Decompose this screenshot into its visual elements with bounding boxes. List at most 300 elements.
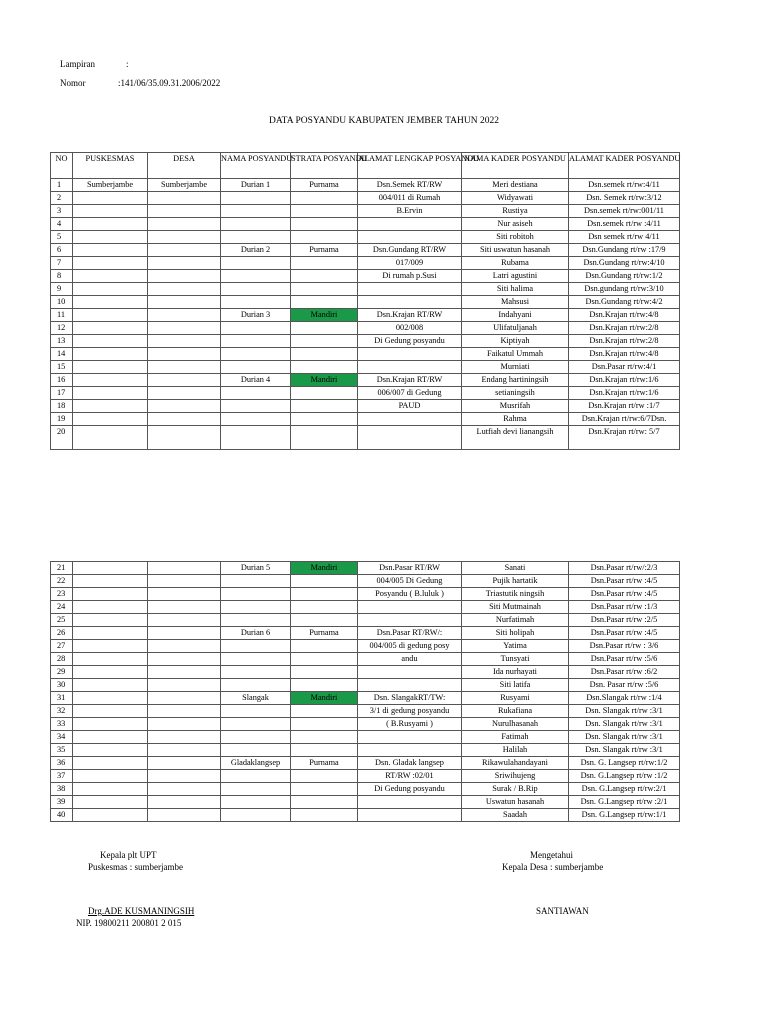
table-row xyxy=(51,244,680,257)
cell-puskesmas xyxy=(73,562,148,575)
table-row xyxy=(51,783,680,796)
cell-alamat-posyandu: PAUD xyxy=(358,400,462,413)
cell-no: 33 xyxy=(51,718,73,731)
table-row xyxy=(51,231,680,244)
posyandu-table-part-2 xyxy=(50,561,680,822)
cell-nama-kader: Endang hartiningsih xyxy=(462,374,569,387)
cell-strata-posyandu: Mandiri xyxy=(291,374,358,387)
cell-desa xyxy=(148,361,221,374)
cell-alamat-posyandu xyxy=(358,744,462,757)
cell-puskesmas xyxy=(73,335,148,348)
cell-desa xyxy=(148,270,221,283)
cell-alamat-kader: Dsn. Slangak rt/rw :3/1 xyxy=(569,718,680,731)
cell-no: 6 xyxy=(51,244,73,257)
cell-strata-posyandu xyxy=(291,614,358,627)
cell-nama-posyandu xyxy=(221,218,291,231)
cell-no: 37 xyxy=(51,770,73,783)
cell-desa xyxy=(148,718,221,731)
cell-no: 28 xyxy=(51,653,73,666)
cell-strata-posyandu xyxy=(291,348,358,361)
table-row xyxy=(51,588,680,601)
cell-no: 18 xyxy=(51,400,73,413)
cell-alamat-posyandu xyxy=(358,296,462,309)
cell-strata-posyandu xyxy=(291,653,358,666)
posyandu-table-part-1 xyxy=(50,152,680,450)
cell-nama-kader: Musrifah xyxy=(462,400,569,413)
cell-alamat-kader: Dsn.Krajan rt/rw:1/6 xyxy=(569,374,680,387)
cell-no: 10 xyxy=(51,296,73,309)
cell-puskesmas xyxy=(73,205,148,218)
cell-strata-posyandu xyxy=(291,218,358,231)
col-header-no: NO xyxy=(51,153,73,179)
cell-nama-posyandu xyxy=(221,783,291,796)
cell-no: 35 xyxy=(51,744,73,757)
cell-no: 4 xyxy=(51,218,73,231)
cell-alamat-kader: Dsn.Pasar rt/rw : 3/6 xyxy=(569,640,680,653)
cell-desa xyxy=(148,666,221,679)
cell-puskesmas xyxy=(73,231,148,244)
table-row xyxy=(51,335,680,348)
table-row xyxy=(51,731,680,744)
cell-strata-posyandu xyxy=(291,783,358,796)
cell-strata-posyandu xyxy=(291,809,358,822)
cell-alamat-posyandu: Di Gedung posyandu xyxy=(358,783,462,796)
cell-no: 26 xyxy=(51,627,73,640)
cell-alamat-posyandu xyxy=(358,809,462,822)
cell-puskesmas xyxy=(73,601,148,614)
cell-no: 11 xyxy=(51,309,73,322)
cell-nama-posyandu xyxy=(221,205,291,218)
cell-strata-posyandu xyxy=(291,413,358,426)
cell-nama-posyandu: Durian 6 xyxy=(221,627,291,640)
cell-alamat-posyandu: Di Gedung posyandu xyxy=(358,335,462,348)
cell-nama-kader: Rahma xyxy=(462,413,569,426)
cell-strata-posyandu: Mandiri xyxy=(291,562,358,575)
cell-desa xyxy=(148,640,221,653)
table-row xyxy=(51,770,680,783)
cell-nama-posyandu xyxy=(221,679,291,692)
cell-alamat-kader: Dsn. G. Langsep rt/rw:1/2 xyxy=(569,757,680,770)
cell-nama-posyandu xyxy=(221,809,291,822)
cell-nama-posyandu xyxy=(221,400,291,413)
document-title: DATA POSYANDU KABUPATEN JEMBER TAHUN 2022 xyxy=(269,116,499,126)
cell-alamat-kader: Dsn.Pasar rt/rw :4/5 xyxy=(569,627,680,640)
col-header-alamat-kader-posyandu: ALAMAT KADER POSYANDU xyxy=(569,153,680,179)
cell-desa xyxy=(148,257,221,270)
cell-nama-posyandu xyxy=(221,601,291,614)
cell-alamat-kader: Dsn.Krajan rt/rw:1/6 xyxy=(569,387,680,400)
cell-nama-posyandu xyxy=(221,731,291,744)
cell-nama-kader: Fatimah xyxy=(462,731,569,744)
cell-no: 25 xyxy=(51,614,73,627)
cell-puskesmas xyxy=(73,744,148,757)
right-signatory-name: SANTIAWAN xyxy=(536,906,589,916)
table-row xyxy=(51,192,680,205)
cell-strata-posyandu: Mandiri xyxy=(291,309,358,322)
cell-puskesmas xyxy=(73,192,148,205)
cell-alamat-posyandu: ( B.Rusyami ) xyxy=(358,718,462,731)
cell-desa xyxy=(148,627,221,640)
table-row xyxy=(51,614,680,627)
table-row xyxy=(51,413,680,426)
cell-puskesmas xyxy=(73,783,148,796)
cell-no: 23 xyxy=(51,588,73,601)
table-row xyxy=(51,257,680,270)
cell-nama-kader: Rubama xyxy=(462,257,569,270)
cell-no: 9 xyxy=(51,283,73,296)
cell-alamat-posyandu xyxy=(358,361,462,374)
cell-no: 7 xyxy=(51,257,73,270)
cell-strata-posyandu xyxy=(291,283,358,296)
cell-no: 3 xyxy=(51,205,73,218)
cell-strata-posyandu: Mandiri xyxy=(291,692,358,705)
cell-desa xyxy=(148,757,221,770)
cell-nama-posyandu: Durian 5 xyxy=(221,562,291,575)
cell-alamat-kader: Dsn.Pasar rt/rw:4/1 xyxy=(569,361,680,374)
table-row xyxy=(51,426,680,450)
cell-nama-kader: Halilah xyxy=(462,744,569,757)
cell-alamat-kader: Dsn.Pasar rt/rw :5/6 xyxy=(569,653,680,666)
cell-alamat-kader: Dsn. G.Langsep rt/rw:2/1 xyxy=(569,783,680,796)
cell-puskesmas xyxy=(73,361,148,374)
right-signatory-title: Mengetahui xyxy=(530,850,573,860)
cell-desa xyxy=(148,601,221,614)
cell-no: 36 xyxy=(51,757,73,770)
cell-nama-kader: Sanati xyxy=(462,562,569,575)
cell-alamat-kader: Dsn.Pasar rt/rw :1/3 xyxy=(569,601,680,614)
cell-desa xyxy=(148,231,221,244)
cell-nama-kader: Lutfiah devi lianangsih xyxy=(462,426,569,450)
cell-nama-kader: Faikatul Ummah xyxy=(462,348,569,361)
cell-nama-kader: Uswatun hasanah xyxy=(462,796,569,809)
cell-puskesmas xyxy=(73,322,148,335)
cell-nama-posyandu xyxy=(221,335,291,348)
cell-desa xyxy=(148,400,221,413)
cell-nama-kader: Pujik hartatik xyxy=(462,575,569,588)
cell-nama-kader: Saadah xyxy=(462,809,569,822)
cell-desa xyxy=(148,244,221,257)
cell-desa xyxy=(148,192,221,205)
cell-alamat-posyandu: Dsn.Krajan RT/RW xyxy=(358,374,462,387)
cell-puskesmas xyxy=(73,218,148,231)
table-row xyxy=(51,296,680,309)
cell-puskesmas xyxy=(73,296,148,309)
cell-desa xyxy=(148,218,221,231)
cell-puskesmas xyxy=(73,679,148,692)
cell-puskesmas xyxy=(73,588,148,601)
table-row xyxy=(51,361,680,374)
cell-nama-kader: setianingsih xyxy=(462,387,569,400)
cell-nama-posyandu xyxy=(221,231,291,244)
cell-strata-posyandu xyxy=(291,270,358,283)
cell-no: 20 xyxy=(51,426,73,450)
cell-alamat-kader: Dsn semek rt/rw 4/11 xyxy=(569,231,680,244)
cell-nama-kader: Yatima xyxy=(462,640,569,653)
cell-nama-posyandu xyxy=(221,718,291,731)
col-header-strata-posyandu: STRATA POSYANDU xyxy=(291,153,358,179)
cell-nama-posyandu xyxy=(221,387,291,400)
cell-nama-kader: Rukafiana xyxy=(462,705,569,718)
cell-no: 34 xyxy=(51,731,73,744)
cell-nama-kader: Rustiya xyxy=(462,205,569,218)
cell-nama-posyandu xyxy=(221,348,291,361)
table-header-row xyxy=(51,153,680,179)
cell-nama-kader: Siti uswatun hasanah xyxy=(462,244,569,257)
cell-no: 17 xyxy=(51,387,73,400)
cell-alamat-kader: Dsn.Krajan rt/rw:4/8 xyxy=(569,348,680,361)
cell-alamat-kader: Dsn.semek rt/rw :4/11 xyxy=(569,218,680,231)
cell-puskesmas xyxy=(73,809,148,822)
cell-strata-posyandu xyxy=(291,322,358,335)
table-row xyxy=(51,218,680,231)
cell-desa xyxy=(148,335,221,348)
cell-alamat-posyandu: 002/008 xyxy=(358,322,462,335)
cell-puskesmas xyxy=(73,705,148,718)
cell-alamat-kader: Dsn.Gundang rt/rw:4/10 xyxy=(569,257,680,270)
cell-alamat-posyandu: Dsn.Gundang RT/RW xyxy=(358,244,462,257)
cell-alamat-posyandu xyxy=(358,614,462,627)
cell-strata-posyandu xyxy=(291,588,358,601)
cell-desa xyxy=(148,705,221,718)
table-row xyxy=(51,205,680,218)
cell-desa xyxy=(148,809,221,822)
cell-desa xyxy=(148,348,221,361)
cell-nama-posyandu xyxy=(221,666,291,679)
cell-strata-posyandu xyxy=(291,387,358,400)
cell-strata-posyandu xyxy=(291,770,358,783)
cell-strata-posyandu xyxy=(291,575,358,588)
cell-alamat-posyandu: RT/RW :02/01 xyxy=(358,770,462,783)
cell-no: 1 xyxy=(51,179,73,192)
cell-alamat-posyandu xyxy=(358,231,462,244)
table-row xyxy=(51,179,680,192)
cell-puskesmas xyxy=(73,374,148,387)
cell-strata-posyandu xyxy=(291,796,358,809)
table-row xyxy=(51,679,680,692)
cell-desa xyxy=(148,562,221,575)
cell-alamat-kader: Dsn.Pasar rt/rw :4/5 xyxy=(569,588,680,601)
cell-no: 12 xyxy=(51,322,73,335)
cell-nama-kader: Ida nurhayati xyxy=(462,666,569,679)
cell-nama-posyandu xyxy=(221,361,291,374)
cell-alamat-posyandu: andu xyxy=(358,653,462,666)
cell-nama-posyandu: Durian 3 xyxy=(221,309,291,322)
cell-strata-posyandu xyxy=(291,640,358,653)
table-row xyxy=(51,601,680,614)
cell-strata-posyandu: Purnama xyxy=(291,244,358,257)
cell-desa xyxy=(148,783,221,796)
cell-alamat-posyandu: Dsn.Pasar RT/RW xyxy=(358,562,462,575)
cell-puskesmas xyxy=(73,348,148,361)
cell-no: 22 xyxy=(51,575,73,588)
cell-nama-posyandu xyxy=(221,614,291,627)
cell-desa: Sumberjambe xyxy=(148,179,221,192)
col-header-nama-kader-posyandu: NAMA KADER POSYANDU xyxy=(462,153,569,179)
cell-puskesmas xyxy=(73,640,148,653)
cell-puskesmas xyxy=(73,692,148,705)
cell-alamat-kader: Dsn.Pasar rt/rw :4/5 xyxy=(569,575,680,588)
cell-no: 39 xyxy=(51,796,73,809)
table-row xyxy=(51,757,680,770)
cell-nama-kader: Siti latifa xyxy=(462,679,569,692)
cell-strata-posyandu xyxy=(291,400,358,413)
cell-desa xyxy=(148,387,221,400)
cell-alamat-posyandu xyxy=(358,426,462,450)
table-row xyxy=(51,627,680,640)
cell-alamat-posyandu: 004/005 di gedung posy xyxy=(358,640,462,653)
left-signatory-name: Drg.ADE KUSMANINGSIH xyxy=(88,906,195,916)
cell-strata-posyandu: Purnama xyxy=(291,627,358,640)
table-row xyxy=(51,666,680,679)
cell-nama-kader: Meri destiana xyxy=(462,179,569,192)
cell-alamat-posyandu: B.Ervin xyxy=(358,205,462,218)
table-row xyxy=(51,309,680,322)
cell-nama-posyandu xyxy=(221,588,291,601)
cell-nama-posyandu xyxy=(221,257,291,270)
cell-alamat-kader: Dsn.Pasar rt/rw :2/5 xyxy=(569,614,680,627)
cell-strata-posyandu: Purnama xyxy=(291,179,358,192)
cell-alamat-kader: Dsn. Pasar rt/rw :5/6 xyxy=(569,679,680,692)
col-header-puskesmas: PUSKESMAS xyxy=(73,153,148,179)
cell-desa xyxy=(148,426,221,450)
table-row xyxy=(51,705,680,718)
cell-nama-kader: Murniati xyxy=(462,361,569,374)
cell-no: 31 xyxy=(51,692,73,705)
cell-alamat-posyandu xyxy=(358,796,462,809)
left-signatory-title: Kepala plt UPT xyxy=(100,850,157,860)
cell-desa xyxy=(148,575,221,588)
cell-alamat-posyandu: Di rumah p.Susi xyxy=(358,270,462,283)
cell-alamat-posyandu xyxy=(358,601,462,614)
cell-nama-kader: Surak / B.Rip xyxy=(462,783,569,796)
cell-alamat-kader: Dsn.semek rt/rw:4/11 xyxy=(569,179,680,192)
cell-no: 29 xyxy=(51,666,73,679)
cell-desa xyxy=(148,731,221,744)
cell-strata-posyandu xyxy=(291,296,358,309)
table-row xyxy=(51,283,680,296)
cell-no: 13 xyxy=(51,335,73,348)
cell-alamat-kader: Dsn. Slangak rt/rw :3/1 xyxy=(569,744,680,757)
cell-nama-posyandu: Durian 4 xyxy=(221,374,291,387)
cell-nama-kader: Rikawulahandayani xyxy=(462,757,569,770)
cell-alamat-posyandu xyxy=(358,666,462,679)
cell-nama-kader: Siti halima xyxy=(462,283,569,296)
cell-puskesmas xyxy=(73,718,148,731)
cell-alamat-kader: Dsn.Gundang rt/rw:4/2 xyxy=(569,296,680,309)
cell-puskesmas xyxy=(73,257,148,270)
cell-strata-posyandu xyxy=(291,192,358,205)
cell-strata-posyandu xyxy=(291,601,358,614)
cell-alamat-kader: Dsn. Slangak rt/rw :3/1 xyxy=(569,731,680,744)
cell-strata-posyandu xyxy=(291,361,358,374)
cell-no: 38 xyxy=(51,783,73,796)
table-row xyxy=(51,322,680,335)
table-row xyxy=(51,575,680,588)
cell-strata-posyandu xyxy=(291,666,358,679)
cell-alamat-posyandu: Dsn. SlangakRT/TW: xyxy=(358,692,462,705)
cell-nama-kader: Nur asiseh xyxy=(462,218,569,231)
cell-no: 16 xyxy=(51,374,73,387)
cell-desa xyxy=(148,744,221,757)
cell-strata-posyandu xyxy=(291,718,358,731)
cell-nama-posyandu xyxy=(221,653,291,666)
cell-nama-posyandu xyxy=(221,270,291,283)
cell-nama-posyandu xyxy=(221,296,291,309)
table-row xyxy=(51,718,680,731)
cell-desa xyxy=(148,679,221,692)
cell-puskesmas xyxy=(73,731,148,744)
nomor-label: Nomor xyxy=(60,78,86,88)
cell-no: 32 xyxy=(51,705,73,718)
cell-puskesmas xyxy=(73,770,148,783)
cell-puskesmas xyxy=(73,387,148,400)
cell-nama-posyandu: Slangak xyxy=(221,692,291,705)
cell-strata-posyandu xyxy=(291,705,358,718)
cell-alamat-posyandu xyxy=(358,413,462,426)
cell-nama-kader: Triastutik ningsih xyxy=(462,588,569,601)
cell-desa xyxy=(148,322,221,335)
cell-strata-posyandu xyxy=(291,426,358,450)
cell-alamat-posyandu xyxy=(358,348,462,361)
table-row xyxy=(51,562,680,575)
cell-nama-kader: Ulifatuljanah xyxy=(462,322,569,335)
cell-puskesmas: Sumberjambe xyxy=(73,179,148,192)
cell-desa xyxy=(148,614,221,627)
cell-alamat-kader: Dsn.Krajan rt/rw:4/8 xyxy=(569,309,680,322)
cell-nama-kader: Nurulhasanah xyxy=(462,718,569,731)
cell-alamat-posyandu xyxy=(358,283,462,296)
cell-no: 30 xyxy=(51,679,73,692)
cell-desa xyxy=(148,296,221,309)
cell-no: 14 xyxy=(51,348,73,361)
right-signatory-unit: Kepala Desa : sumberjambe xyxy=(502,862,604,872)
cell-alamat-kader: Dsn.Krajan rt/rw :1/7 xyxy=(569,400,680,413)
cell-alamat-kader: Dsn. Slangak rt/rw :3/1 xyxy=(569,705,680,718)
cell-alamat-posyandu: 3/1 di gedung posyandu xyxy=(358,705,462,718)
cell-strata-posyandu xyxy=(291,231,358,244)
cell-no: 5 xyxy=(51,231,73,244)
cell-nama-kader: Kiptiyah xyxy=(462,335,569,348)
cell-puskesmas xyxy=(73,614,148,627)
table-row xyxy=(51,270,680,283)
col-header-nama-posyandu: NAMA POSYANDU xyxy=(221,153,291,179)
cell-puskesmas xyxy=(73,244,148,257)
cell-alamat-kader: Dsn.Slangak rt/rw :1/4 xyxy=(569,692,680,705)
cell-alamat-posyandu xyxy=(358,679,462,692)
cell-puskesmas xyxy=(73,666,148,679)
table-row xyxy=(51,809,680,822)
cell-alamat-kader: Dsn.Krajan rt/rw:2/8 xyxy=(569,322,680,335)
cell-alamat-kader: Dsn.Pasar rt/rw/:2/3 xyxy=(569,562,680,575)
cell-alamat-kader: Dsn.gundang rt/rw:3/10 xyxy=(569,283,680,296)
table-row xyxy=(51,348,680,361)
cell-puskesmas xyxy=(73,757,148,770)
cell-alamat-kader: Dsn. G.Langsep rt/rw:1/1 xyxy=(569,809,680,822)
table-row xyxy=(51,744,680,757)
cell-nama-kader: Mahsusi xyxy=(462,296,569,309)
cell-nama-posyandu xyxy=(221,283,291,296)
cell-nama-kader: Sriwihujeng xyxy=(462,770,569,783)
cell-no: 8 xyxy=(51,270,73,283)
cell-alamat-posyandu: 004/005 Di Gedung xyxy=(358,575,462,588)
cell-no: 21 xyxy=(51,562,73,575)
lampiran-value: : xyxy=(126,59,129,69)
cell-nama-kader: Latri agustini xyxy=(462,270,569,283)
cell-alamat-kader: Dsn.Gundang rt/rw:1/2 xyxy=(569,270,680,283)
cell-puskesmas xyxy=(73,575,148,588)
cell-puskesmas xyxy=(73,627,148,640)
cell-desa xyxy=(148,653,221,666)
